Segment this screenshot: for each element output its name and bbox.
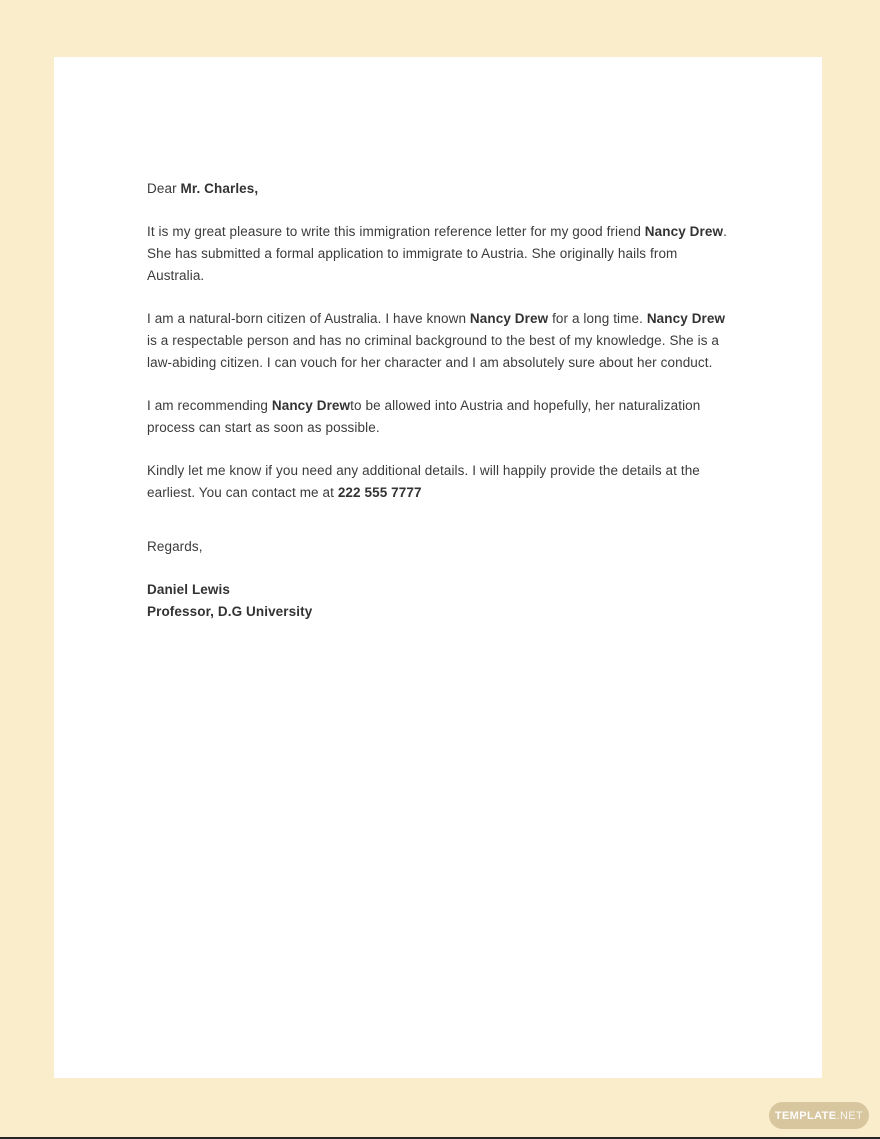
text-segment: Regards, <box>147 539 203 554</box>
letter-signature-name <box>147 579 729 601</box>
text-segment: I am a natural-born citizen of Australia. I have known <box>147 311 470 326</box>
watermark-brand-text: TEMPLATE <box>774 1109 837 1122</box>
letter-closing <box>147 536 729 558</box>
letter-paragraph-4 <box>147 460 729 504</box>
text-segment: Professor, D.G University <box>147 604 313 619</box>
letter-paragraph-2 <box>147 308 729 374</box>
text-segment: Nancy Drew <box>646 311 726 326</box>
text-segment: I am recommending <box>147 398 272 413</box>
text-segment: for a long time. <box>548 311 647 326</box>
text-segment: is a respectable person and has no criminal background to the best of my knowledge. She is a law-abiding citizen. I can vouch for her character and I am absolutely sure about her conduct. <box>147 333 720 370</box>
text-segment: Nancy Drew <box>271 398 351 413</box>
letter-page <box>54 57 822 1078</box>
text-segment: It is my great pleasure to write this immigration reference letter for my good friend <box>147 224 645 239</box>
text-segment: . She has submitted a formal application to immigrate to Austria. She originally hails from Australia. <box>147 224 727 283</box>
letter-body <box>147 178 729 623</box>
text-segment: 222 555 7777 <box>337 485 422 500</box>
text-segment: to be allowed into Austria and hopefully, her naturalization process can start as soon as possible. <box>147 398 701 435</box>
text-segment: Mr. Charles, <box>180 181 259 196</box>
letter-signature-title <box>147 601 729 623</box>
text-segment: Daniel Lewis <box>147 582 230 597</box>
text-segment: Nancy Drew <box>644 224 724 239</box>
text-segment: Kindly let me know if you need any additional details. I will happily provide the details at the earliest. You can contact me at <box>147 463 700 500</box>
letter-salutation <box>147 178 729 200</box>
text-segment: Dear <box>147 181 181 196</box>
letter-paragraph-3 <box>147 395 729 439</box>
watermark-suffix-text: .NET <box>836 1109 864 1122</box>
templatenet-watermark <box>769 1102 869 1129</box>
text-segment: Nancy Drew <box>469 311 549 326</box>
letter-paragraph-1 <box>147 221 729 287</box>
